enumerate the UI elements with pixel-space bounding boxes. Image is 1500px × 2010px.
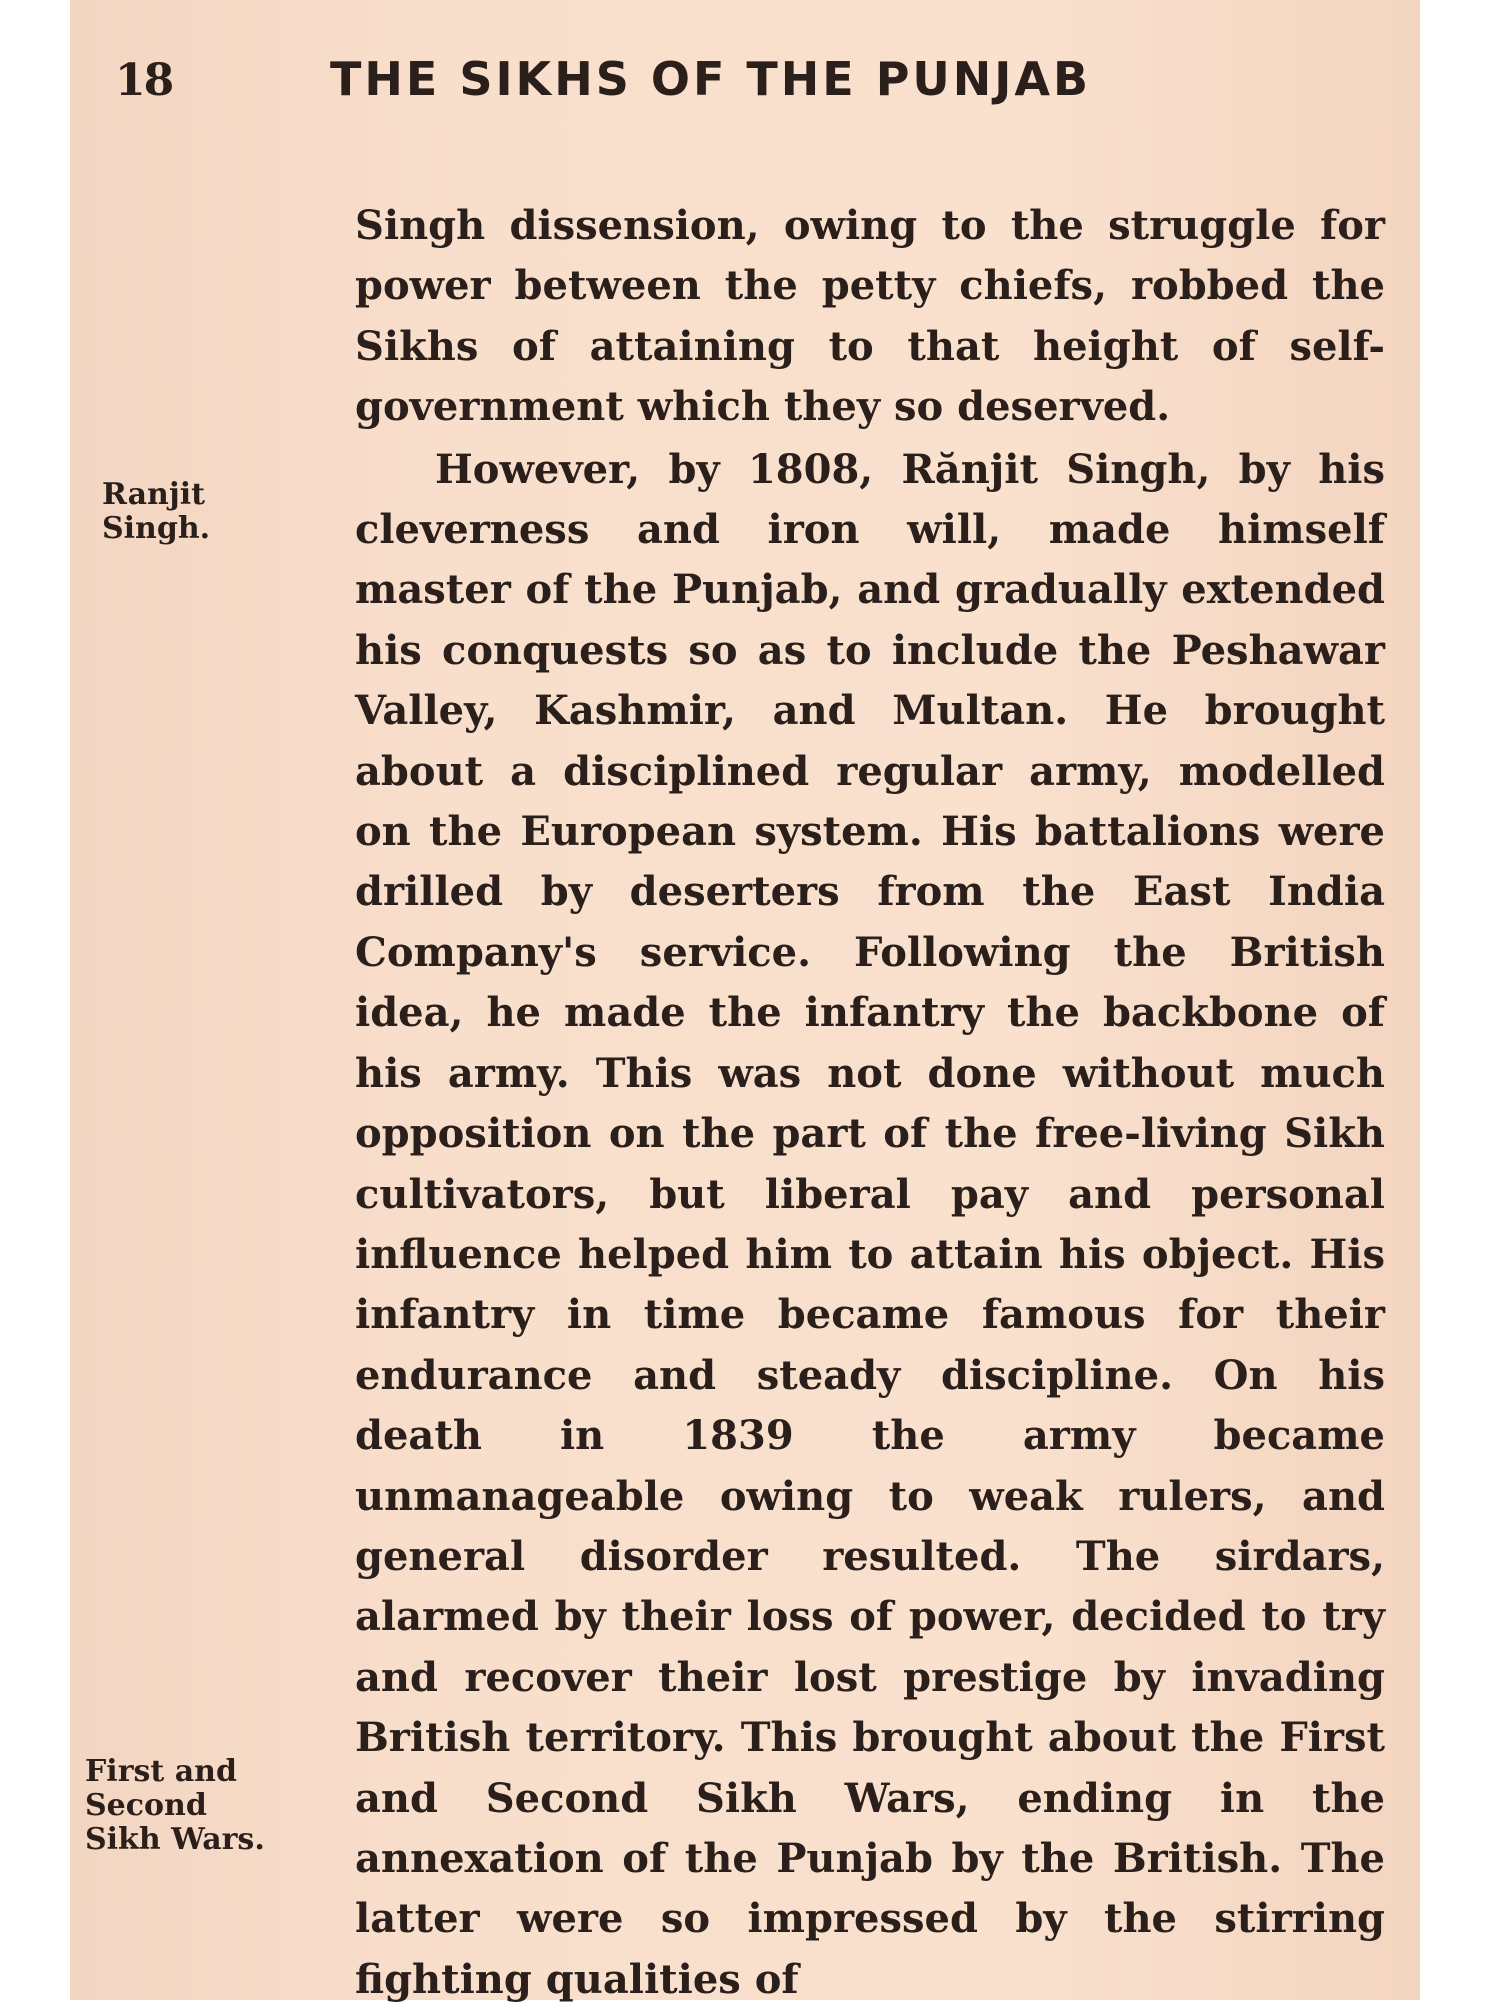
side-note-sikh-wars <box>85 1755 265 1857</box>
page-number: 18 <box>115 55 173 106</box>
body-text <box>355 196 1385 2010</box>
running-title: THE SIKHS OF THE PUNJAB <box>330 52 1092 106</box>
side-note-line: Sikh Wars. <box>85 1822 265 1857</box>
paragraph-2: However, by 1808, Rănjit Singh, by his cleverness and iron will, made himself master of the Punjab, and gradually extended his conquests so as to include the Peshawar Valley, Kashmir, and Multan. He brought about a disciplined regular army, modelled on the European system. His battalions were drilled by deserters from the East India Company's service. Following the British idea, he made the infantry the backbone of his army. This was not done without much opposition on the part of the free-living Sikh cultivators, but liberal pay and personal influence helped him to attain his object. His infantry in time became famous for their endurance and steady discipline. On his death in 1839 the army became unmanageable owing to weak rulers, and general disorder resulted. The sirdars, alarmed by their loss of power, decided to try and recover their lost prestige by invading British territory. This brought about the First and Second Sikh Wars, ending in the annexation of the Punjab by the British. The latter were so impressed by the stirring fighting qualities of <box>355 445 1385 2003</box>
paragraph-1: Singh dissension, owing to the struggle for power between the petty chiefs, robbed the Sikhs of attaining to that height of self-government which they so deserved. <box>355 202 1385 431</box>
book-page <box>70 0 1420 2003</box>
side-note-line: First and <box>85 1754 237 1789</box>
side-note-ranjit-singh <box>102 478 210 546</box>
side-note-line: Ranjit <box>102 477 205 512</box>
side-note-line: Second <box>85 1788 207 1823</box>
side-note-line: Singh. <box>102 511 211 546</box>
